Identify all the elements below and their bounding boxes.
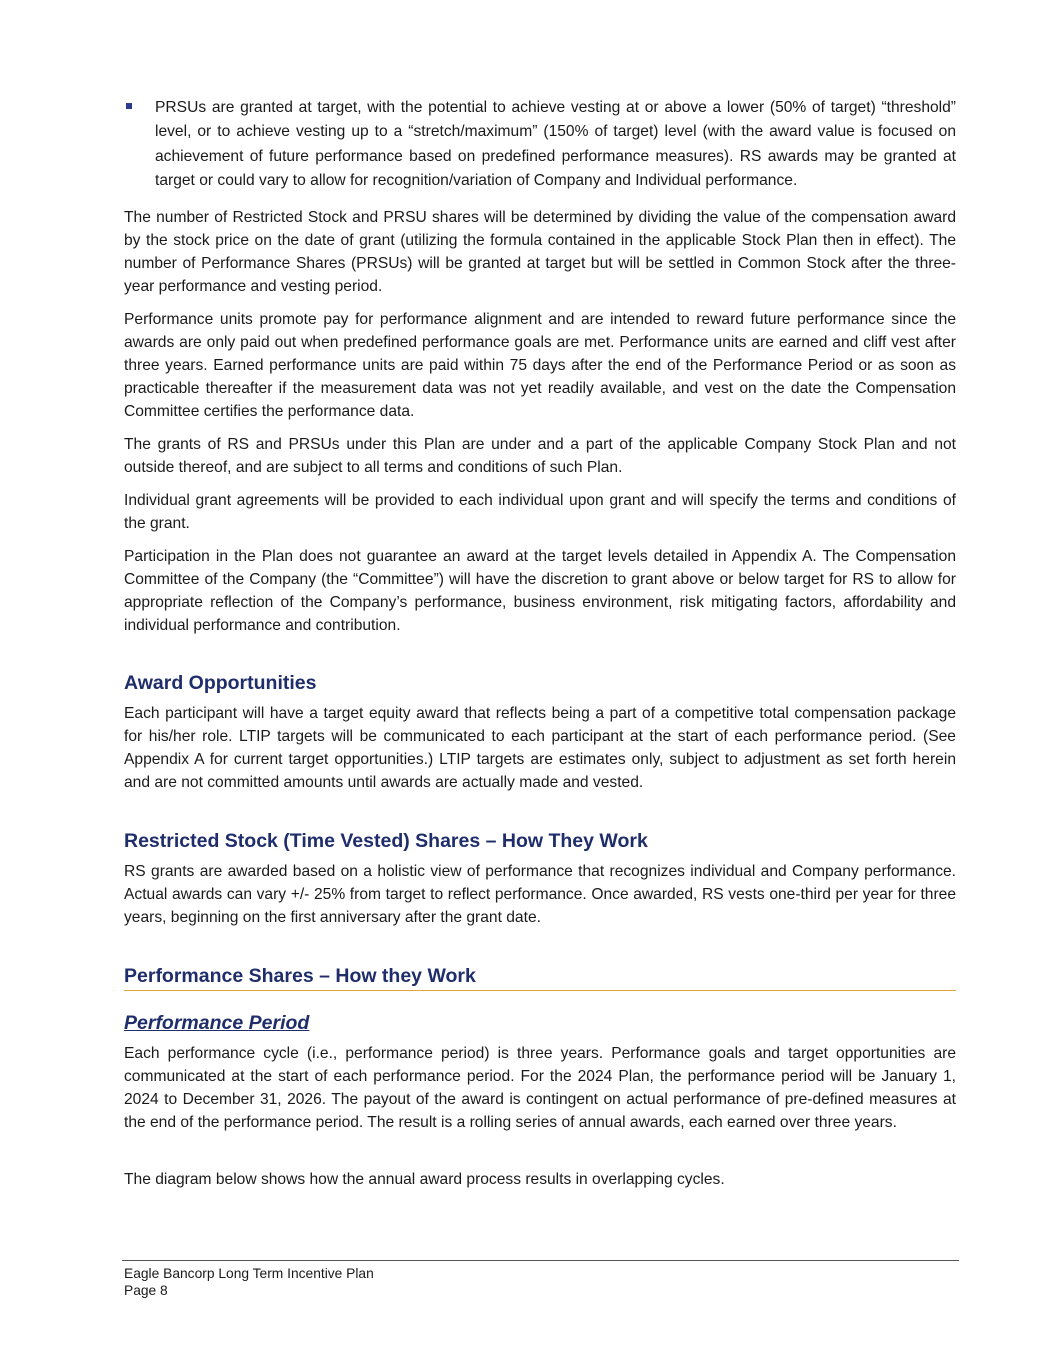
footer-divider (122, 1260, 959, 1261)
paragraph-performance-units: Performance units promote pay for performance alignment and are intended to reward future performance since the awards are only paid out when predefined performance goals are met. Performance units are earned and cliff vest after three years. Earned performance units are paid within 75 days after the end of the Performance Period or as soon as practicable thereafter if the measurement data was not yet readily available, and vest on the date the Compensation Committee certifies the performance data. (124, 311, 956, 421)
award-opportunities-text: Each participant will have a target equity award that reflects being a part of a competitive total compensation package for his/her role. LTIP targets will be communicated to each participant at the start of each performance period. (See Appendix A for current target opportunities.) LTIP targets are estimates only, subject to adjustment as set forth herein and are not committed amounts until awards are actually made and vested. (124, 705, 956, 792)
paragraph-stock-plan: The grants of RS and PRSUs under this Plan are under and a part of the applicable Company Stock Plan and not outside thereof, and are subject to all terms and conditions of such Plan. (124, 436, 956, 477)
performance-shares-heading: Performance Shares – How they Work (124, 963, 956, 991)
award-opportunities-heading: Award Opportunities (124, 672, 317, 695)
bullet-text: PRSUs are granted at target, with the potential to achieve vesting at or above a lower (50% of target) “threshold” level, or to achieve vesting up to a “stretch/maximum” (150% of target) level (with the award value is focused on achievement of future performance based on predefined performance measures). RS awards may be granted at target or could vary to allow for recognition/variation of Company and Individual performance. (155, 99, 956, 189)
bullet-item (124, 96, 956, 193)
performance-period-text: Each performance cycle (i.e., performance period) is three years. Performance goals and target opportunities are communicated at the start of each performance period. For the 2024 Plan, the performance period will be January 1, 2024 to December 31, 2026. The payout of the award is contingent on actual performance of pre-defined measures at the end of the performance period. The result is a rolling series of annual awards, each earned over three years. (124, 1045, 956, 1132)
restricted-stock-text: RS grants are awarded based on a holistic view of performance that recognizes individual and Company performance. Actual awards can vary +/- 25% from target to reflect performance. Once awarded, RS vests one-third per year for three years, beginning on the first anniversary after the grant date. (124, 863, 956, 927)
paragraph-share-calculation: The number of Restricted Stock and PRSU shares will be determined by dividing the value of the compensation award by the stock price on the date of grant (utilizing the formula contained in the applicable Stock Plan then in effect). The number of Performance Shares (PRSUs) will be granted at target but will be settled in Common Stock after the three-year performance and vesting period. (124, 209, 956, 296)
paragraph-grant-agreements: Individual grant agreements will be provided to each individual upon grant and will specify the terms and conditions of the grant. (124, 492, 956, 533)
page-footer (124, 1265, 374, 1299)
paragraph-participation: Participation in the Plan does not guarantee an award at the target levels detailed in Appendix A. The Compensation Committee of the Company (the “Committee”) will have the discretion to grant above or below target for RS to allow for appropriate reflection of the Company’s performance, business environment, risk mitigating factors, affordability and individual performance and contribution. (124, 548, 956, 635)
restricted-stock-heading: Restricted Stock (Time Vested) Shares – How They Work (124, 830, 648, 853)
footer-title: Eagle Bancorp Long Term Incentive Plan (124, 1266, 374, 1281)
square-bullet-icon (126, 103, 132, 109)
diagram-note: The diagram below shows how the annual award process results in overlapping cycles. (124, 1171, 725, 1189)
performance-period-heading: Performance Period (124, 1012, 310, 1035)
document-body (124, 96, 956, 1191)
footer-page-number: Page 8 (124, 1283, 168, 1298)
